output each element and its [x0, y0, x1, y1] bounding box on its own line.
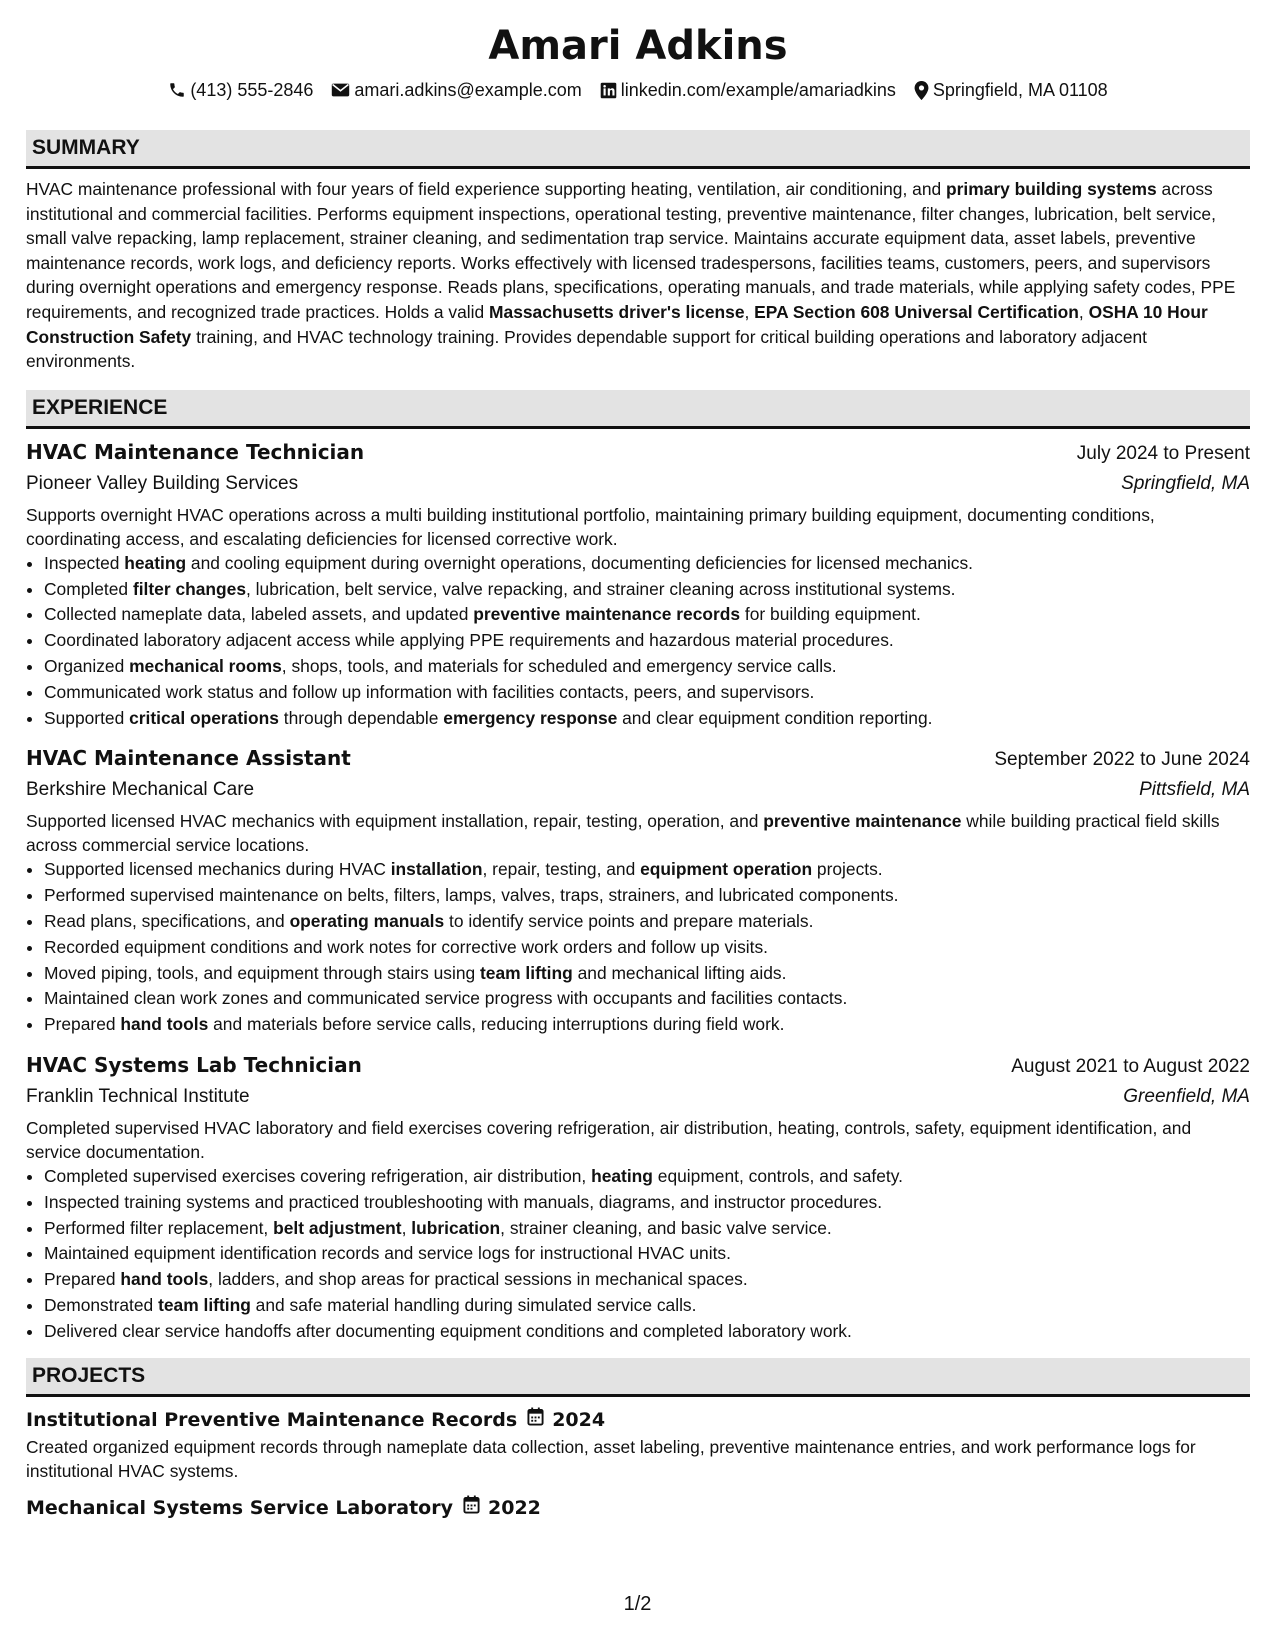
- bold-text: preventive maintenance: [763, 811, 962, 832]
- bold-text: heating: [124, 552, 187, 573]
- project-year-text: 2024: [552, 1409, 606, 1432]
- experience-heading: EXPERIENCE: [26, 390, 1250, 429]
- text-segment: to identify service points and prepare materials.: [444, 910, 814, 931]
- text-segment: , lubrication, belt service, valve repacking, and strainer cleaning across institutional systems.: [246, 578, 956, 599]
- text-segment: Maintained clean work zones and communicated service progress with occupants and facilities contacts.: [44, 988, 848, 1009]
- text-segment: equipment, controls, and safety.: [652, 1165, 903, 1186]
- list-item: [44, 883, 1250, 909]
- text-segment: while building practical field skills across commercial service locations.: [26, 811, 1220, 856]
- envelope-icon: [331, 82, 350, 98]
- job-title: HVAC Systems Lab Technician: [26, 1052, 362, 1077]
- job-company-row: [26, 1082, 1250, 1112]
- text-segment: Organized: [44, 655, 130, 676]
- contact-location: [914, 78, 1108, 102]
- project-entry: [26, 1493, 1250, 1523]
- text-segment: Collected nameplate data, labeled assets, and updated: [44, 604, 474, 625]
- list-item: [44, 1267, 1250, 1293]
- email-link[interactable]: amari.adkins@example.com: [354, 80, 582, 100]
- calendar-icon: [463, 1493, 480, 1523]
- page-number: 1/2: [623, 1593, 652, 1615]
- text-segment: Supported licensed mechanics during HVAC: [44, 859, 391, 880]
- text-segment: Completed: [44, 578, 133, 599]
- job-bullets: [26, 551, 1250, 732]
- bold-text: hand tools: [120, 1014, 209, 1035]
- text-segment: HVAC maintenance professional with four years of field experience supporting heating, ventilation, air conditioning, and: [26, 179, 946, 199]
- text-segment: Performed filter replacement,: [44, 1217, 274, 1238]
- text-segment: ,: [1078, 301, 1089, 322]
- text-segment: for building equipment.: [740, 604, 921, 625]
- contact-phone: [168, 78, 313, 102]
- map-pin-icon: [914, 81, 929, 100]
- job-title-row: [26, 1050, 1250, 1082]
- resume-page: [26, 20, 1250, 1523]
- contact-email[interactable]: [331, 78, 581, 102]
- text-segment: Supported: [44, 707, 130, 728]
- bold-text: Massachusetts driver's license: [489, 301, 745, 322]
- bold-text: mechanical rooms: [129, 655, 282, 676]
- project-year: [463, 1493, 541, 1523]
- bold-text: team lifting: [158, 1294, 251, 1315]
- job-dates: September 2022 to June 2024: [994, 749, 1250, 771]
- text-segment: and safe material handling during simulated service calls.: [250, 1294, 697, 1315]
- job-location: Springfield, MA: [1121, 472, 1250, 494]
- bold-text: heating: [591, 1165, 653, 1186]
- summary-section: [26, 130, 1250, 374]
- text-segment: Prepared: [44, 1014, 121, 1035]
- summary-heading: SUMMARY: [26, 130, 1250, 169]
- phone-icon: [168, 81, 186, 99]
- contact-linkedin[interactable]: [600, 78, 896, 102]
- job-description: Completed supervised HVAC laboratory and field exercises covering refrigeration, air distribution, heating, controls, safety, equipment identification, and service documentation.: [26, 1117, 1192, 1162]
- bold-text: team lifting: [480, 962, 573, 983]
- linkedin-link[interactable]: linkedin.com/example/amariadkins: [620, 80, 896, 100]
- project-year: [527, 1405, 605, 1435]
- job-title: HVAC Maintenance Assistant: [26, 746, 351, 771]
- list-item: [44, 628, 1250, 654]
- job-entry: [26, 437, 1250, 732]
- text-segment: , repair, testing, and: [482, 859, 641, 880]
- text-segment: training, and HVAC technology training. Provides dependable support for critical building operations and laboratory adjacent environments.: [26, 326, 1148, 372]
- bold-text: lubrication: [411, 1217, 501, 1238]
- list-item: [44, 1293, 1250, 1319]
- text-segment: Maintained equipment identification records and service logs for instructional HVAC units.: [44, 1243, 731, 1264]
- list-item: [44, 602, 1250, 628]
- calendar-icon: [527, 1405, 544, 1435]
- bold-text: preventive maintenance records: [473, 604, 741, 625]
- job-description: [26, 809, 1250, 857]
- text-segment: and cooling equipment during overnight operations, documenting deficiencies for licensed mechanics.: [186, 552, 974, 573]
- list-item: [44, 1164, 1250, 1190]
- text-segment: Demonstrated: [44, 1294, 159, 1315]
- job-location: Pittsfield, MA: [1139, 779, 1250, 801]
- text-segment: , strainer cleaning, and basic valve service.: [500, 1217, 832, 1238]
- text-segment: Prepared: [44, 1269, 121, 1290]
- list-item: [44, 654, 1250, 680]
- text-segment: Coordinated laboratory adjacent access while applying PPE requirements and hazardous material procedures.: [44, 630, 894, 651]
- job-title-row: [26, 437, 1250, 469]
- bold-text: emergency response: [443, 707, 618, 728]
- list-item: [44, 935, 1250, 961]
- text-segment: projects.: [812, 859, 883, 880]
- job-entry: [26, 1050, 1250, 1345]
- list-item: [44, 680, 1250, 706]
- linkedin-icon: [600, 82, 617, 99]
- project-title: Institutional Preventive Maintenance Records: [26, 1409, 518, 1432]
- projects-heading: PROJECTS: [26, 1358, 1250, 1397]
- list-item: [44, 1216, 1250, 1242]
- summary-text: [26, 177, 1250, 374]
- text-segment: across institutional and commercial facilities. Performs equipment inspections, operational testing, preventive maintenance, filter changes, lubrication, belt service, small valve repacking, lamp replacement, strainer cleaning, and sedimentation trap service. Maintains accurate equipment data, asset labels, preventive maintenance records, work logs, and deficiency reports. Works effectively with licensed tradespersons, facilities teams, customers, peers, and supervisors during overnight operations and emergency response. Reads plans, specifications, operating manuals, and trade materials, while applying safety codes, PPE requirements, and recognized trade practices. Holds a valid: [26, 179, 1236, 322]
- bold-text: installation: [390, 859, 483, 880]
- list-item: [44, 909, 1250, 935]
- list-item: [44, 1319, 1250, 1345]
- text-segment: , shops, tools, and materials for scheduled and emergency service calls.: [281, 655, 837, 676]
- text-segment: Supported licensed HVAC mechanics with equipment installation, repair, testing, operation, and: [26, 811, 764, 832]
- bold-text: primary building systems: [946, 179, 1157, 199]
- job-company-row: [26, 775, 1250, 805]
- project-description: Created organized equipment records through nameplate data collection, asset labeling, preventive maintenance entries, and work performance logs for institutional HVAC systems.: [26, 1437, 1196, 1482]
- list-item: [44, 961, 1250, 987]
- job-list: [26, 437, 1250, 1345]
- text-segment: Inspected: [44, 552, 125, 573]
- contact-row: [26, 78, 1250, 102]
- project-list: [26, 1405, 1250, 1523]
- bold-text: belt adjustment: [273, 1217, 402, 1238]
- text-segment: ,: [401, 1217, 412, 1238]
- project-year-text: 2022: [488, 1497, 541, 1520]
- text-segment: Communicated work status and follow up information with facilities contacts, peers, and supervisors.: [44, 681, 815, 702]
- job-company: Franklin Technical Institute: [26, 1085, 250, 1107]
- text-segment: and mechanical lifting aids.: [572, 962, 787, 983]
- job-title: HVAC Maintenance Technician: [26, 439, 365, 464]
- job-company: Berkshire Mechanical Care: [26, 779, 255, 801]
- list-item: [44, 706, 1250, 732]
- text-segment: Performed supervised maintenance on belts, filters, lamps, valves, traps, strainers, and lubricated components.: [44, 885, 899, 906]
- list-item: [44, 577, 1250, 603]
- job-bullets: [26, 857, 1250, 1038]
- experience-section: [26, 390, 1250, 1345]
- text-segment: through dependable: [278, 707, 444, 728]
- job-location: Greenfield, MA: [1123, 1085, 1250, 1107]
- bold-text: equipment operation: [640, 859, 813, 880]
- job-bullets: [26, 1164, 1250, 1345]
- bold-text: OSHA 10 Hour Construction Safety: [26, 301, 1208, 347]
- list-item: [44, 1190, 1250, 1216]
- text-segment: ,: [744, 301, 755, 322]
- bold-text: EPA Section 608 Universal Certification: [754, 301, 1079, 322]
- text-segment: Read plans, specifications, and: [44, 910, 290, 931]
- bold-text: filter changes: [132, 578, 247, 599]
- bold-text: critical operations: [129, 707, 279, 728]
- candidate-name: Amari Adkins: [488, 23, 788, 69]
- job-description: Supports overnight HVAC operations across a multi building institutional portfolio, maintaining primary building equipment, documenting conditions, coordinating access, and escalating deficiencies for licensed corrective work.: [26, 504, 1155, 549]
- project-title-row: [26, 1493, 1250, 1523]
- phone-text: (413) 555-2846: [190, 80, 314, 100]
- job-company: Pioneer Valley Building Services: [26, 472, 299, 494]
- text-segment: Moved piping, tools, and equipment through stairs using: [44, 962, 480, 983]
- bold-text: operating manuals: [289, 910, 445, 931]
- location-text: Springfield, MA 01108: [932, 80, 1108, 100]
- project-title: Mechanical Systems Service Laboratory: [26, 1497, 453, 1520]
- projects-section: [26, 1358, 1250, 1523]
- job-dates: July 2024 to Present: [1076, 442, 1250, 464]
- job-dates: August 2021 to August 2022: [1011, 1055, 1250, 1077]
- text-segment: Delivered clear service handoffs after documenting equipment conditions and completed laboratory work.: [44, 1320, 852, 1341]
- bold-text: hand tools: [120, 1269, 209, 1290]
- text-segment: and materials before service calls, reducing interruptions during field work.: [208, 1014, 785, 1035]
- project-title-row: [26, 1405, 1250, 1435]
- text-segment: and clear equipment condition reporting.: [617, 707, 933, 728]
- job-entry: [26, 743, 1250, 1038]
- list-item: [44, 1241, 1250, 1267]
- text-segment: Recorded equipment conditions and work notes for corrective work orders and follow up visits.: [44, 936, 768, 957]
- text-segment: Inspected training systems and practiced troubleshooting with manuals, diagrams, and instructor procedures.: [44, 1191, 883, 1212]
- list-item: [44, 551, 1250, 577]
- text-segment: Completed supervised exercises covering refrigeration, air distribution,: [44, 1165, 592, 1186]
- job-company-row: [26, 469, 1250, 499]
- job-title-row: [26, 743, 1250, 775]
- list-item: [44, 1012, 1250, 1038]
- list-item: [44, 986, 1250, 1012]
- text-segment: , ladders, and shop areas for practical sessions in mechanical spaces.: [208, 1269, 748, 1290]
- project-entry: [26, 1405, 1250, 1483]
- list-item: [44, 857, 1250, 883]
